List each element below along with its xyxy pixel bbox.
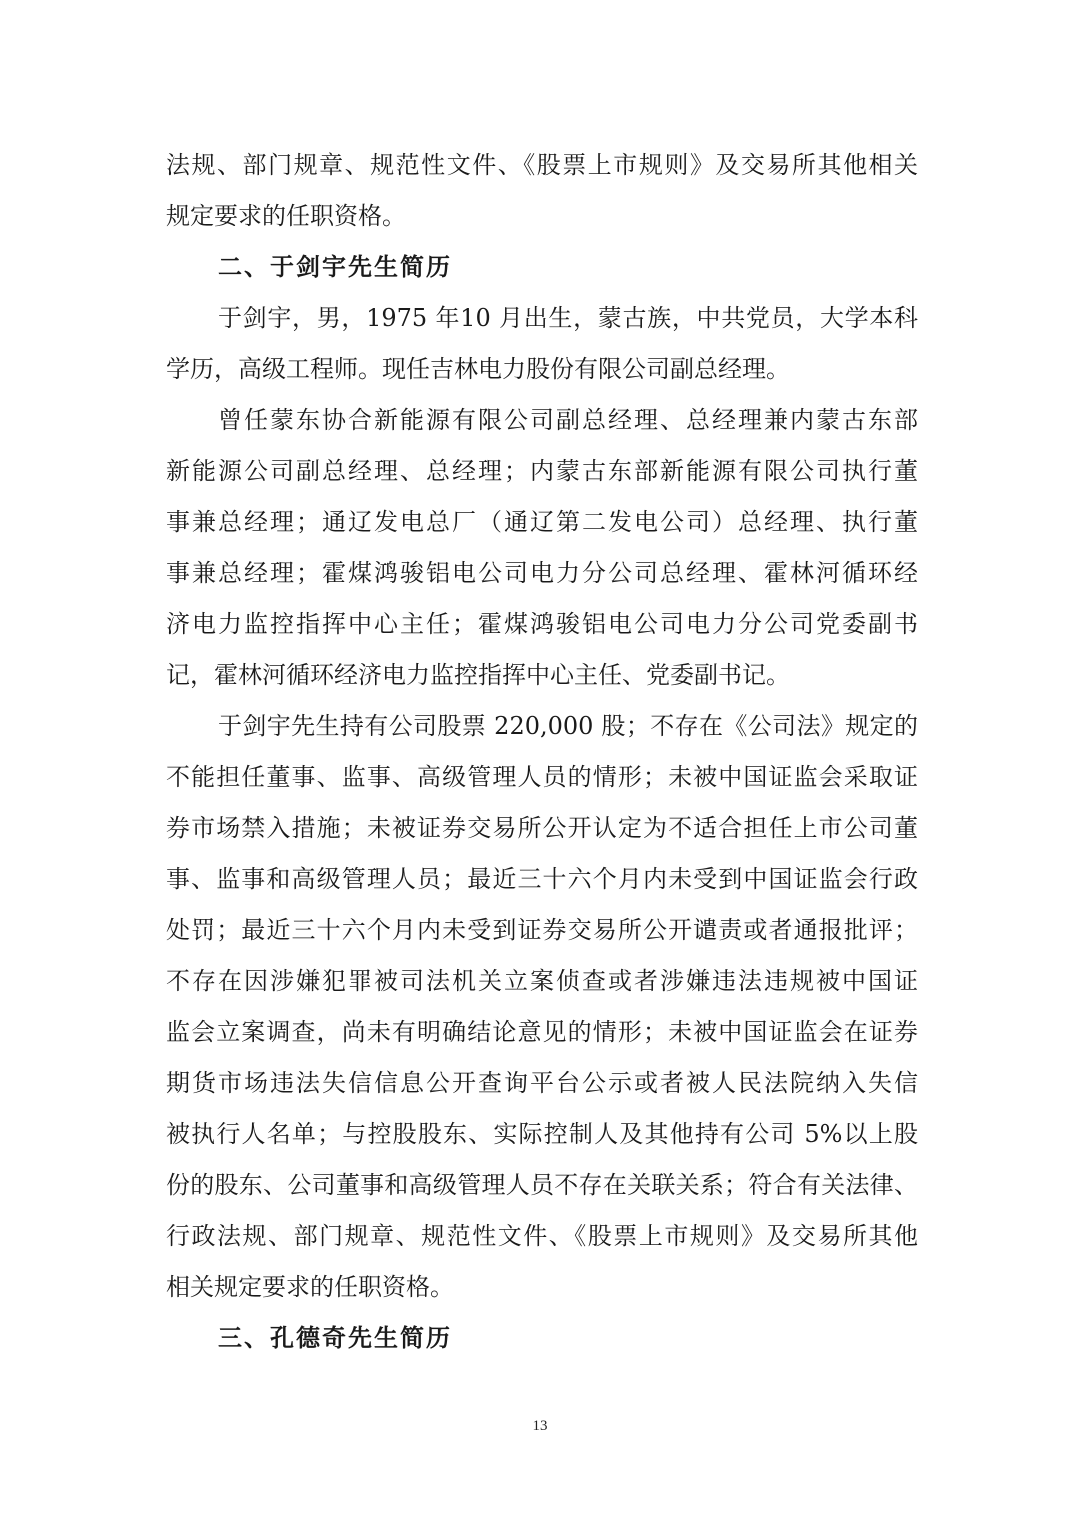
body-line: 事、监事和高级管理人员；最近三十六个月内未受到中国证监会行政 — [166, 865, 918, 893]
section-heading-kong-deqi: 三、孔德奇先生简历 — [218, 1324, 452, 1352]
body-line: 监会立案调查，尚未有明确结论意见的情形；未被中国证监会在证券 — [166, 1018, 918, 1046]
body-line: 不能担任董事、监事、高级管理人员的情形；未被中国证监会采取证 — [166, 763, 918, 791]
body-line: 事兼总经理；通辽发电总厂（通辽第二发电公司）总经理、执行董 — [166, 508, 918, 536]
body-line: 处罚；最近三十六个月内未受到证券交易所公开谴责或者通报批评； — [166, 916, 918, 944]
body-line: 不存在因涉嫌犯罪被司法机关立案侦查或者涉嫌违法违规被中国证 — [166, 967, 918, 995]
body-line: 于剑宇，男，1975 年10 月出生，蒙古族，中共党员，大学本科 — [218, 304, 918, 332]
body-line: 相关规定要求的任职资格。 — [166, 1273, 454, 1301]
body-line: 济电力监控指挥中心主任；霍煤鸿骏铝电公司电力分公司党委副书 — [166, 610, 918, 638]
body-line: 学历，高级工程师。现任吉林电力股份有限公司副总经理。 — [166, 355, 790, 383]
section-heading-yu-jianyu: 二、于剑宇先生简历 — [218, 253, 452, 281]
body-line: 券市场禁入措施；未被证券交易所公开认定为不适合担任上市公司董 — [166, 814, 918, 842]
body-line: 期货市场违法失信信息公开查询平台公示或者被人民法院纳入失信 — [166, 1069, 918, 1097]
page-number: 13 — [532, 1418, 548, 1434]
body-line: 被执行人名单；与控股股东、实际控制人及其他持有公司 5%以上股 — [166, 1120, 918, 1148]
body-line: 新能源公司副总经理、总经理；内蒙古东部新能源有限公司执行董 — [166, 457, 918, 485]
body-line: 曾任蒙东协合新能源有限公司副总经理、总经理兼内蒙古东部 — [218, 406, 918, 434]
body-line: 于剑宇先生持有公司股票 220,000 股；不存在《公司法》规定的 — [218, 712, 918, 740]
body-line: 法规、部门规章、规范性文件、《股票上市规则》及交易所其他相关 — [166, 151, 918, 179]
body-line: 份的股东、公司董事和高级管理人员不存在关联关系；符合有关法律、 — [166, 1171, 918, 1199]
body-line: 行政法规、部门规章、规范性文件、《股票上市规则》及交易所其他 — [166, 1222, 918, 1250]
body-line: 记，霍林河循环经济电力监控指挥中心主任、党委副书记。 — [166, 661, 790, 689]
body-line: 事兼总经理；霍煤鸿骏铝电公司电力分公司总经理、霍林河循环经 — [166, 559, 918, 587]
body-line: 规定要求的任职资格。 — [166, 202, 406, 230]
